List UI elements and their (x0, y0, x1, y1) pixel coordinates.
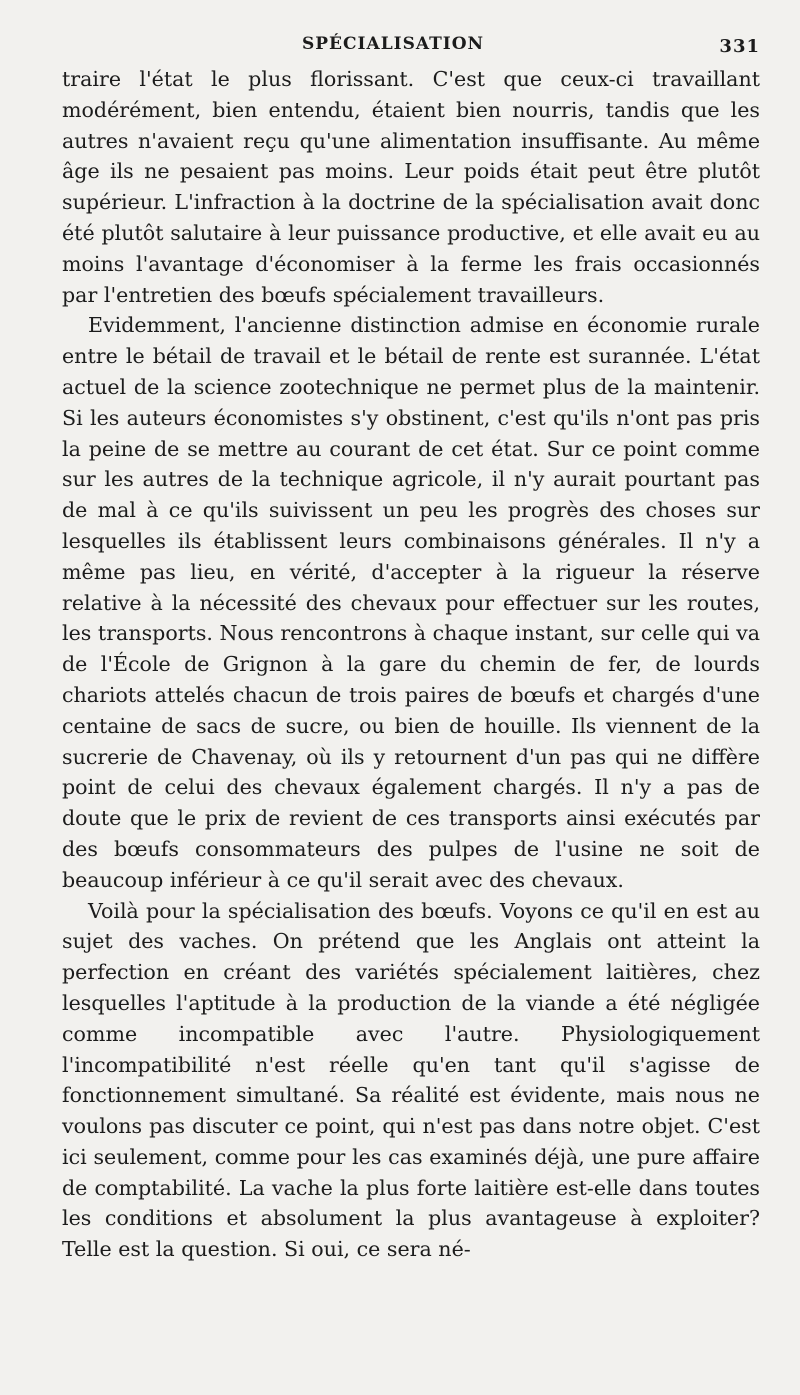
page-number: 331 (719, 36, 760, 57)
page-header (62, 30, 760, 60)
paragraph: Voilà pour la spécialisation des bœufs. Voyons ce qu'il en est au sujet des vaches. On prétend que les Anglais ont atteint la perfection en créant des variétés spécialement laitières, chez lesquelles l'aptitude à la production de la viande a été négligée comme incompatible avec l'autre. Physiologiquement l'incompatibilité n'est réelle qu'en tant qu'il s'agisse de fonctionnement simultané. Sa réalité est évidente, mais nous ne voulons pas discuter ce point, qui n'est pas dans notre objet. C'est ici seulement, comme pour les cas examinés déjà, une pure affaire de comptabilité. La vache la plus forte laitière est-elle dans toutes les conditions et absolument la plus avantageuse à exploiter? Telle est la question. Si oui, ce sera né- (62, 898, 760, 1262)
body-text (62, 64, 760, 1265)
paragraph: Evidemment, l'ancienne distinction admise en économie rurale entre le bétail de travail et le bétail de rente est surannée. L'état actuel de la science zootechnique ne permet plus de la maintenir. Si les auteurs économistes s'y obstinent, c'est qu'ils n'ont pas pris la peine de se mettre au courant de cet état. Sur ce point comme sur les autres de la technique agricole, il n'y aurait pourtant pas de mal à ce qu'ils suivissent un peu les progrès des choses sur lesquelles ils établissent leurs combinaisons générales. Il n'y a même pas lieu, en vérité, d'accepter à la rigueur la réserve relative à la nécessité des chevaux pour effectuer sur les routes, les transports. Nous rencontrons à chaque instant, sur celle qui va de l'École de Grignon à la gare du chemin de fer, de lourds chariots attelés chacun de trois paires de bœufs et chargés d'une centaine de sacs de sucre, ou bien de houille. Ils viennent de la sucrerie de Chavenay, où ils y retournent d'un pas qui ne diffère point de celui des chevaux également chargés. Il n'y a pas de doute que le prix de revient de ces transports ainsi exécutés par des bœufs consommateurs des pulpes de l'usine ne soit de beaucoup inférieur à ce qu'il serait avec des chevaux. (62, 313, 760, 892)
running-title: SPÉCIALISATION (302, 34, 485, 54)
paragraph-continued: traire l'état le plus florissant. C'est que ceux-ci travaillant modérément, bien entendu, étaient bien nourris, tandis que les autres n'avaient reçu qu'une alimentation insuffisante. Au même âge ils ne pesaient pas moins. Leur poids était peut être plutôt supérieur. L'infraction à la doctrine de la spécialisation avait donc été plutôt salutaire à leur puissance productive, et elle avait eu au moins l'avantage d'économiser à la ferme les frais occasionnés par l'entretien des bœufs spécialement travailleurs. (62, 67, 760, 307)
